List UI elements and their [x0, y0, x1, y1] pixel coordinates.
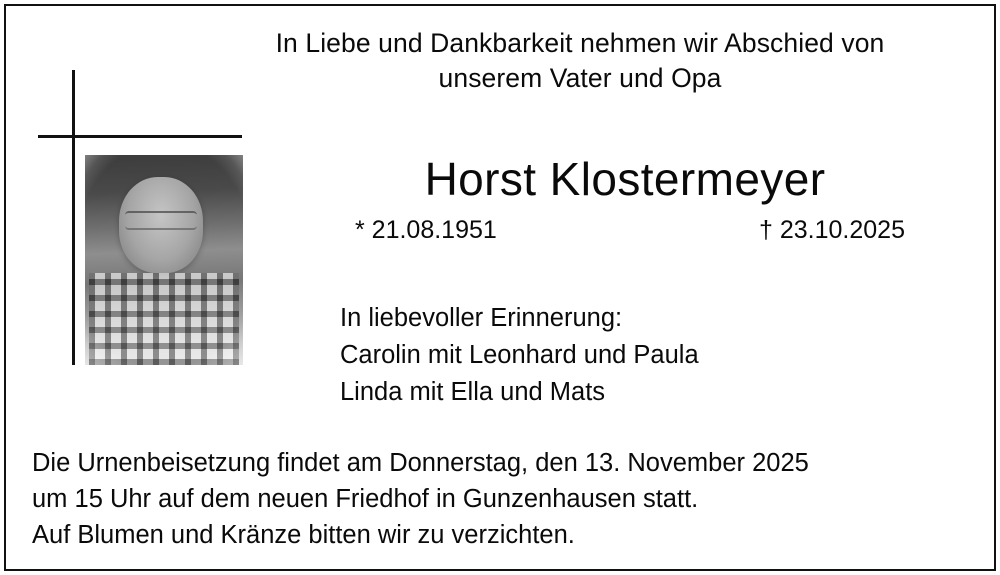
memorial-block — [340, 300, 699, 411]
funeral-line-2: um 15 Uhr auf dem neuen Friedhof in Gunzenhausen statt. — [32, 485, 699, 514]
intro-text — [180, 26, 980, 96]
memorial-line-2: Carolin mit Leonhard und Paula — [340, 340, 699, 369]
death-date: † 23.10.2025 — [759, 216, 905, 244]
birth-date: * 21.08.1951 — [355, 216, 497, 244]
deceased-name: Horst Klostermeyer — [424, 153, 826, 205]
intro-line-2: unserem Vater und Opa — [438, 62, 722, 93]
funeral-details — [32, 445, 972, 554]
cross-vertical-bar — [72, 70, 75, 365]
funeral-line-1: Die Urnenbeisetzung findet am Donnerstag, den 13. November 2025 — [32, 449, 809, 477]
memorial-line-3: Linda mit Ella und Mats — [340, 377, 606, 406]
intro-line-1: In Liebe und Dankbarkeit nehmen wir Abschied von — [275, 28, 885, 58]
portrait-vignette — [85, 155, 243, 365]
funeral-line-3: Auf Blumen und Kränze bitten wir zu verzichten. — [32, 521, 575, 550]
cross-horizontal-bar — [38, 135, 242, 138]
life-dates — [300, 216, 960, 245]
portrait-photo — [85, 155, 243, 365]
memorial-line-1: In liebevoller Erinnerung: — [340, 304, 623, 332]
